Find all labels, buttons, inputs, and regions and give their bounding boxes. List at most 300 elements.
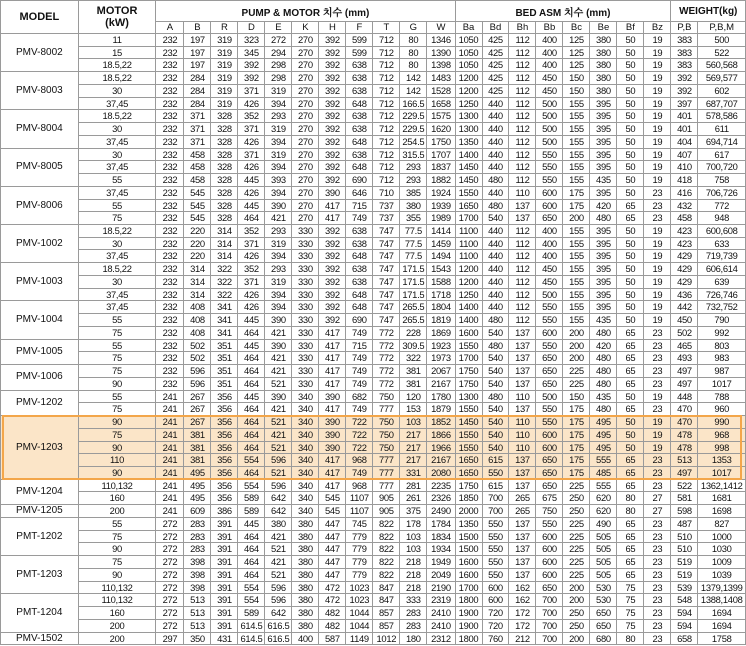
value-cell: 340 <box>292 492 319 505</box>
value-cell: 232 <box>156 212 184 225</box>
value-cell: 23 <box>644 619 671 632</box>
value-cell: 112 <box>509 34 536 47</box>
value-cell: 265 <box>509 505 536 518</box>
table-row <box>1 568 746 581</box>
value-cell: 747 <box>373 314 400 327</box>
value-cell: 19 <box>644 148 671 161</box>
value-cell: 250 <box>563 505 590 518</box>
value-cell: 2326 <box>427 492 455 505</box>
value-cell: 550 <box>482 556 509 569</box>
value-cell: 445 <box>238 339 265 352</box>
value-cell: 314 <box>211 225 238 238</box>
value-cell: 112 <box>509 123 536 136</box>
value-cell: 1450 <box>455 174 482 187</box>
value-cell: 232 <box>156 263 184 276</box>
value-cell: 155 <box>563 288 590 301</box>
value-cell: 65 <box>617 377 644 390</box>
value-cell: 155 <box>563 161 590 174</box>
value-cell: 322 <box>211 263 238 276</box>
value-cell: 722 <box>346 441 373 454</box>
value-cell: 992 <box>698 326 746 339</box>
table-row <box>1 288 746 301</box>
value-cell: 261 <box>400 492 427 505</box>
value-cell: 614.5 <box>238 632 265 645</box>
value-cell: 650 <box>536 466 563 479</box>
value-cell: 1550 <box>455 186 482 199</box>
table-row <box>1 466 746 479</box>
motor-cell: 37,45 <box>78 161 156 174</box>
value-cell: 421 <box>265 365 292 378</box>
value-cell: 103 <box>400 543 427 556</box>
value-cell: 19 <box>644 123 671 136</box>
value-cell: 19 <box>644 59 671 72</box>
value-cell: 497 <box>671 466 698 479</box>
value-cell: 747 <box>373 237 400 250</box>
value-cell: 232 <box>156 174 184 187</box>
value-cell: 423 <box>671 237 698 250</box>
value-cell: 1200 <box>455 263 482 276</box>
value-cell: 241 <box>156 428 184 441</box>
value-cell: 521 <box>265 568 292 581</box>
value-cell: 1346 <box>427 34 455 47</box>
table-row <box>1 263 746 276</box>
value-cell: 675 <box>536 492 563 505</box>
value-cell: 599 <box>346 34 373 47</box>
value-cell: 638 <box>346 59 373 72</box>
value-cell: 65 <box>617 530 644 543</box>
value-cell: 502 <box>671 326 698 339</box>
value-cell: 1575 <box>427 110 455 123</box>
value-cell: 680 <box>590 632 617 645</box>
value-cell: 545 <box>319 492 346 505</box>
value-cell: 458 <box>184 148 211 161</box>
value-cell: 241 <box>156 492 184 505</box>
value-cell: 600 <box>482 594 509 607</box>
value-cell: 1550 <box>455 339 482 352</box>
value-cell: 2049 <box>427 568 455 581</box>
motor-cell: 55 <box>78 199 156 212</box>
value-cell: 1989 <box>427 212 455 225</box>
value-cell: 600,608 <box>698 225 746 238</box>
value-cell: 827 <box>698 517 746 530</box>
table-body <box>1 34 746 645</box>
value-cell: 391 <box>211 556 238 569</box>
col-header-a: A <box>156 22 184 34</box>
value-cell: 137 <box>509 326 536 339</box>
value-cell: 232 <box>156 314 184 327</box>
motor-cell: 37,45 <box>78 97 156 110</box>
value-cell: 400 <box>536 237 563 250</box>
value-cell: 417 <box>319 377 346 390</box>
value-cell: 1039 <box>698 568 746 581</box>
value-cell: 218 <box>400 556 427 569</box>
value-cell: 380 <box>292 607 319 620</box>
value-cell: 720 <box>482 619 509 632</box>
model-cell: PMT-1202 <box>1 517 79 555</box>
table-row <box>1 72 746 85</box>
value-cell: 617 <box>698 148 746 161</box>
value-cell: 445 <box>238 390 265 403</box>
value-cell: 50 <box>617 314 644 327</box>
value-cell: 1869 <box>427 326 455 339</box>
value-cell: 750 <box>373 441 400 454</box>
value-cell: 125 <box>563 59 590 72</box>
value-cell: 432 <box>671 199 698 212</box>
value-cell: 648 <box>346 135 373 148</box>
value-cell: 241 <box>156 390 184 403</box>
value-cell: 429 <box>671 263 698 276</box>
value-cell: 1750 <box>455 479 482 492</box>
value-cell: 1400 <box>455 148 482 161</box>
value-cell: 521 <box>265 543 292 556</box>
value-cell: 241 <box>156 454 184 467</box>
value-cell: 328 <box>211 174 238 187</box>
value-cell: 322 <box>400 352 427 365</box>
value-cell: 435 <box>590 174 617 187</box>
col-header-w: W <box>427 22 455 34</box>
value-cell: 712 <box>373 72 400 85</box>
motor-cell: 160 <box>78 607 156 620</box>
value-cell: 614.5 <box>238 619 265 632</box>
value-cell: 267 <box>184 403 211 416</box>
value-cell: 232 <box>156 123 184 136</box>
value-cell: 380 <box>590 72 617 85</box>
value-cell: 465 <box>671 339 698 352</box>
value-cell: 513 <box>184 607 211 620</box>
motor-cell: 30 <box>78 123 156 136</box>
value-cell: 500 <box>536 288 563 301</box>
table-row <box>1 339 746 352</box>
value-cell: 596 <box>265 479 292 492</box>
value-cell: 530 <box>590 594 617 607</box>
value-cell: 777 <box>373 403 400 416</box>
value-cell: 450 <box>671 314 698 327</box>
value-cell: 352 <box>238 263 265 276</box>
motor-header <box>78 1 156 34</box>
value-cell: 315.5 <box>400 148 427 161</box>
value-cell: 421 <box>265 212 292 225</box>
table-row <box>1 428 746 441</box>
value-cell: 340 <box>292 505 319 518</box>
value-cell: 497 <box>671 365 698 378</box>
value-cell: 394 <box>265 186 292 199</box>
motor-cell: 37,45 <box>78 250 156 263</box>
value-cell: 232 <box>156 110 184 123</box>
value-cell: 241 <box>156 479 184 492</box>
value-cell: 270 <box>292 59 319 72</box>
value-cell: 648 <box>346 97 373 110</box>
value-cell: 171.5 <box>400 288 427 301</box>
value-cell: 616.5 <box>265 619 292 632</box>
value-cell: 356 <box>211 416 238 429</box>
value-cell: 392 <box>319 46 346 59</box>
value-cell: 447 <box>319 556 346 569</box>
value-cell: 155 <box>563 250 590 263</box>
table-row <box>1 403 746 416</box>
value-cell: 777 <box>373 466 400 479</box>
value-cell: 23 <box>644 403 671 416</box>
value-cell: 80 <box>400 34 427 47</box>
value-cell: 642 <box>265 505 292 518</box>
value-cell: 23 <box>644 365 671 378</box>
value-cell: 777 <box>373 454 400 467</box>
value-cell: 166.5 <box>400 97 427 110</box>
value-cell: 137 <box>509 543 536 556</box>
value-cell: 19 <box>644 288 671 301</box>
value-cell: 407 <box>671 148 698 161</box>
value-cell: 265.5 <box>400 314 427 327</box>
value-cell: 599 <box>346 46 373 59</box>
value-cell: 270 <box>292 72 319 85</box>
value-cell: 447 <box>319 568 346 581</box>
motor-cell: 37,45 <box>78 135 156 148</box>
value-cell: 19 <box>644 237 671 250</box>
value-cell: 23 <box>644 607 671 620</box>
value-cell: 65 <box>617 517 644 530</box>
value-cell: 178 <box>400 517 427 530</box>
value-cell: 355 <box>400 212 427 225</box>
value-cell: 80 <box>400 46 427 59</box>
value-cell: 495 <box>184 479 211 492</box>
value-cell: 1852 <box>427 416 455 429</box>
motor-cell: 90 <box>78 466 156 479</box>
value-cell: 392 <box>238 59 265 72</box>
value-cell: 1107 <box>346 492 373 505</box>
motor-cell: 75 <box>78 212 156 225</box>
value-cell: 155 <box>563 225 590 238</box>
value-cell: 426 <box>238 135 265 148</box>
value-cell: 1934 <box>427 543 455 556</box>
value-cell: 421 <box>265 428 292 441</box>
value-cell: 440 <box>482 237 509 250</box>
value-cell: 500 <box>698 34 746 47</box>
value-cell: 2410 <box>427 619 455 632</box>
value-cell: 712 <box>373 59 400 72</box>
value-cell: 1718 <box>427 288 455 301</box>
value-cell: 1550 <box>455 441 482 454</box>
value-cell: 371 <box>238 148 265 161</box>
value-cell: 392 <box>319 123 346 136</box>
motor-cell: 90 <box>78 568 156 581</box>
value-cell: 19 <box>644 275 671 288</box>
value-cell: 232 <box>156 365 184 378</box>
value-cell: 1000 <box>698 530 746 543</box>
value-cell: 330 <box>292 301 319 314</box>
value-cell: 272 <box>156 581 184 594</box>
value-cell: 650 <box>536 377 563 390</box>
value-cell: 2080 <box>427 466 455 479</box>
value-cell: 706,726 <box>698 186 746 199</box>
value-cell: 1044 <box>346 619 373 632</box>
motor-cell: 30 <box>78 237 156 250</box>
value-cell: 395 <box>590 161 617 174</box>
motor-header-label: MOTOR <box>96 5 138 17</box>
value-cell: 172 <box>509 607 536 620</box>
value-cell: 155 <box>563 135 590 148</box>
value-cell: 1012 <box>373 632 400 645</box>
value-cell: 270 <box>292 161 319 174</box>
value-cell: 700 <box>482 492 509 505</box>
value-cell: 550 <box>536 517 563 530</box>
value-cell: 232 <box>156 161 184 174</box>
value-cell: 905 <box>373 492 400 505</box>
value-cell: 65 <box>617 365 644 378</box>
motor-cell: 75 <box>78 556 156 569</box>
value-cell: 330 <box>292 314 319 327</box>
value-cell: 395 <box>590 186 617 199</box>
value-cell: 319 <box>265 148 292 161</box>
value-cell: 319 <box>211 46 238 59</box>
value-cell: 137 <box>509 339 536 352</box>
value-cell: 1044 <box>346 607 373 620</box>
motor-cell: 55 <box>78 174 156 187</box>
col-header-weight-p-b-m: P,B,M <box>698 22 746 34</box>
value-cell: 110 <box>509 390 536 403</box>
value-cell: 648 <box>346 161 373 174</box>
value-cell: 550 <box>536 301 563 314</box>
motor-cell: 110,132 <box>78 594 156 607</box>
value-cell: 330 <box>292 237 319 250</box>
value-cell: 440 <box>482 110 509 123</box>
value-cell: 137 <box>509 568 536 581</box>
value-cell: 241 <box>156 403 184 416</box>
value-cell: 464 <box>238 428 265 441</box>
value-cell: 521 <box>265 466 292 479</box>
value-cell: 600 <box>536 530 563 543</box>
value-cell: 421 <box>265 352 292 365</box>
value-cell: 330 <box>292 250 319 263</box>
value-cell: 560,568 <box>698 59 746 72</box>
value-cell: 550 <box>536 339 563 352</box>
table-row <box>1 237 746 250</box>
model-cell: PMV-1502 <box>1 632 79 645</box>
value-cell: 356 <box>211 428 238 441</box>
value-cell: 356 <box>211 479 238 492</box>
value-cell: 1100 <box>455 250 482 263</box>
value-cell: 50 <box>617 237 644 250</box>
value-cell: 745 <box>346 517 373 530</box>
value-cell: 1924 <box>427 186 455 199</box>
value-cell: 340 <box>292 466 319 479</box>
value-cell: 425 <box>482 72 509 85</box>
value-cell: 241 <box>156 466 184 479</box>
value-cell: 646 <box>346 186 373 199</box>
value-cell: 112 <box>509 72 536 85</box>
value-cell: 112 <box>509 110 536 123</box>
model-cell: PMV-1204 <box>1 479 79 504</box>
value-cell: 19 <box>644 97 671 110</box>
value-cell: 142 <box>400 72 427 85</box>
value-cell: 400 <box>536 46 563 59</box>
value-cell: 254.5 <box>400 135 427 148</box>
value-cell: 493 <box>671 352 698 365</box>
value-cell: 220 <box>184 225 211 238</box>
value-cell: 19 <box>644 416 671 429</box>
value-cell: 330 <box>292 326 319 339</box>
value-cell: 212 <box>509 632 536 645</box>
value-cell: 293 <box>265 263 292 276</box>
value-cell: 545 <box>184 212 211 225</box>
value-cell: 404 <box>671 135 698 148</box>
value-cell: 23 <box>644 466 671 479</box>
value-cell: 450 <box>536 84 563 97</box>
model-cell: PMV-1005 <box>1 339 79 364</box>
value-cell: 440 <box>482 288 509 301</box>
value-cell: 50 <box>617 59 644 72</box>
value-cell: 232 <box>156 148 184 161</box>
value-cell: 750 <box>536 505 563 518</box>
motor-cell: 18.5,22 <box>78 72 156 85</box>
value-cell: 638 <box>346 123 373 136</box>
value-cell: 1100 <box>455 225 482 238</box>
value-cell: 495 <box>184 492 211 505</box>
value-cell: 425 <box>482 46 509 59</box>
value-cell: 480 <box>590 212 617 225</box>
value-cell: 153 <box>400 403 427 416</box>
value-cell: 464 <box>238 365 265 378</box>
value-cell: 392 <box>319 288 346 301</box>
value-cell: 380 <box>292 568 319 581</box>
value-cell: 197 <box>184 34 211 47</box>
model-cell: PMV-8006 <box>1 186 79 224</box>
value-cell: 19 <box>644 72 671 85</box>
value-cell: 155 <box>563 123 590 136</box>
value-cell: 550 <box>482 530 509 543</box>
value-cell: 272 <box>156 607 184 620</box>
value-cell: 75 <box>617 619 644 632</box>
value-cell: 602 <box>698 84 746 97</box>
value-cell: 417 <box>319 365 346 378</box>
motor-cell: 30 <box>78 275 156 288</box>
value-cell: 270 <box>292 97 319 110</box>
value-cell: 968 <box>346 479 373 492</box>
value-cell: 1350 <box>455 135 482 148</box>
motor-cell: 75 <box>78 403 156 416</box>
value-cell: 1784 <box>427 517 455 530</box>
value-cell: 19 <box>644 314 671 327</box>
value-cell: 112 <box>509 301 536 314</box>
value-cell: 267 <box>184 416 211 429</box>
table-row <box>1 594 746 607</box>
table-row <box>1 123 746 136</box>
value-cell: 340 <box>292 441 319 454</box>
value-cell: 19 <box>644 390 671 403</box>
value-cell: 500 <box>536 97 563 110</box>
value-cell: 790 <box>698 314 746 327</box>
value-cell: 293 <box>265 110 292 123</box>
value-cell: 390 <box>319 428 346 441</box>
value-cell: 420 <box>590 199 617 212</box>
value-cell: 50 <box>617 225 644 238</box>
value-cell: 495 <box>590 441 617 454</box>
value-cell: 314 <box>184 288 211 301</box>
value-cell: 606,614 <box>698 263 746 276</box>
value-cell: 2312 <box>427 632 455 645</box>
motor-cell: 55 <box>78 390 156 403</box>
value-cell: 232 <box>156 135 184 148</box>
value-cell: 270 <box>292 199 319 212</box>
value-cell: 330 <box>292 352 319 365</box>
value-cell: 426 <box>238 161 265 174</box>
value-cell: 270 <box>292 186 319 199</box>
value-cell: 380 <box>292 543 319 556</box>
value-cell: 110 <box>509 416 536 429</box>
value-cell: 609 <box>184 505 211 518</box>
value-cell: 417 <box>319 403 346 416</box>
value-cell: 550 <box>536 161 563 174</box>
value-cell: 458 <box>184 161 211 174</box>
value-cell: 600 <box>536 556 563 569</box>
